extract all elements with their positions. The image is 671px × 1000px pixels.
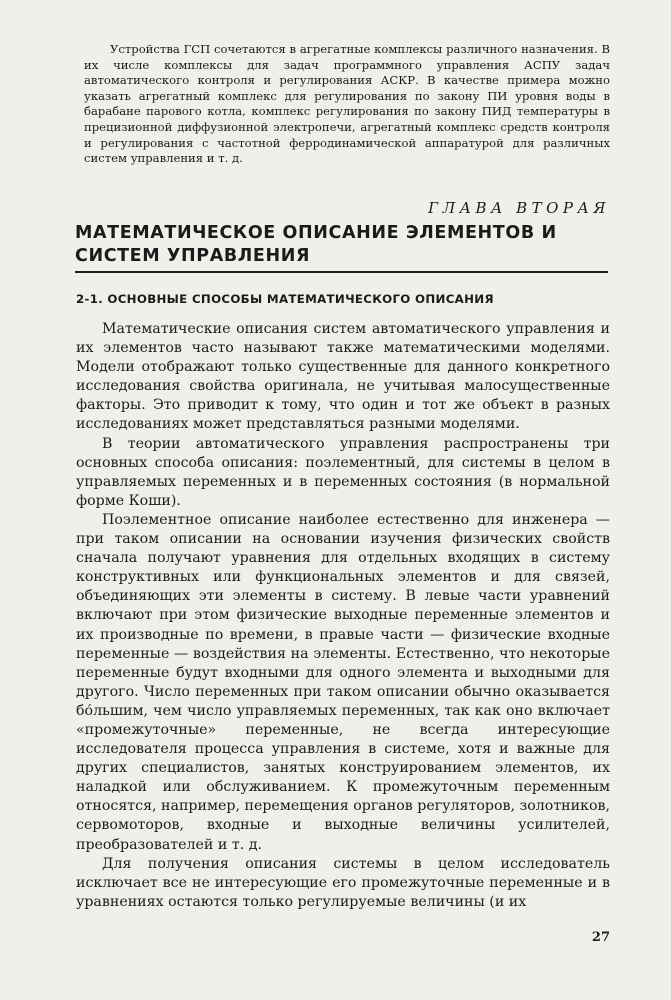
- body-paragraph: Поэлементное описание наиболее естественно для инженера — при таком описании на основании изучения физических свойств сначала получают уравнения для отдельных входящих в систему конструктивных или функциональных элементов и для связей, объединяющих эти элементы в систему. В левые части уравнений включают при этом физические выходные переменные элементов и их производные по времени, в правые части — физические входные переменные — воздействия на элементы. Естественно, что некоторые переменные будут входными для одного элемента и выходными для другого. Число переменных при таком описании обычно оказывается бо́льшим, чем число управляемых переменных, так как оно включает «промежуточные» переменные, не всегда интересующие исследователя процесса управления в системе, хотя и важные для других специалистов, занятых конструированием элементов, их наладкой или обслуживанием. К промежуточным переменным относятся, например, перемещения органов регуляторов, золотников, сервомоторов, входные и выходные величины усилителей, преобразователей и т. д.: [76, 511, 610, 853]
- intro-text: [84, 42, 610, 167]
- body-text: [76, 320, 610, 912]
- chapter-title: МАТЕМАТИЧЕСКОЕ ОПИСАНИЕ ЭЛЕМЕНТОВ И СИСТЕМ УПРАВЛЕНИЯ: [75, 223, 557, 266]
- body-paragraph: Математические описания систем автоматического управления и их элементов часто называют также математическими моделями. Модели отображают только существенные для данного конкретного исследования свойства оригинала, не учитывая малосущественные факторы. Это приводит к тому, что один и тот же объект в разных исследованиях может представляться разными моделями.: [76, 321, 610, 433]
- intro-paragraph: Устройства ГСП сочетаются в агрегатные комплексы различного назначения. В их числе комплексы для задач программного управления АСПУ задач автоматического контроля и регулирования АСКР. В качестве примера можно указать агрегатный комплекс для регулирования по закону ПИ уровня воды в барабане парового котла, комплекс регулирования по закону ПИД температуры в прецизионной диффузионной электропечи, агрегатный комплекс средств контроля и регулирования с частотной ферродинамической аппаратурой для различных систем управления и т. д.: [84, 42, 610, 166]
- section-title: 2-1. ОСНОВНЫЕ СПОСОБЫ МАТЕМАТИЧЕСКОГО ОПИСАНИЯ: [76, 292, 494, 306]
- chapter-rule: [75, 271, 608, 273]
- body-paragraph: В теории автоматического управления распространены три основных способа описания: поэлементный, для системы в целом в управляемых переменных и в переменных состояния (в нормальной форме Коши).: [76, 435, 610, 509]
- page-number: 27: [591, 930, 610, 945]
- chapter-label: ГЛАВА ВТОРАЯ: [428, 199, 610, 217]
- body-paragraph: Для получения описания системы в целом исследователь исключает все не интересующие его промежуточные переменные и в уравнениях остаются только регулируемые величины (и их: [76, 855, 610, 910]
